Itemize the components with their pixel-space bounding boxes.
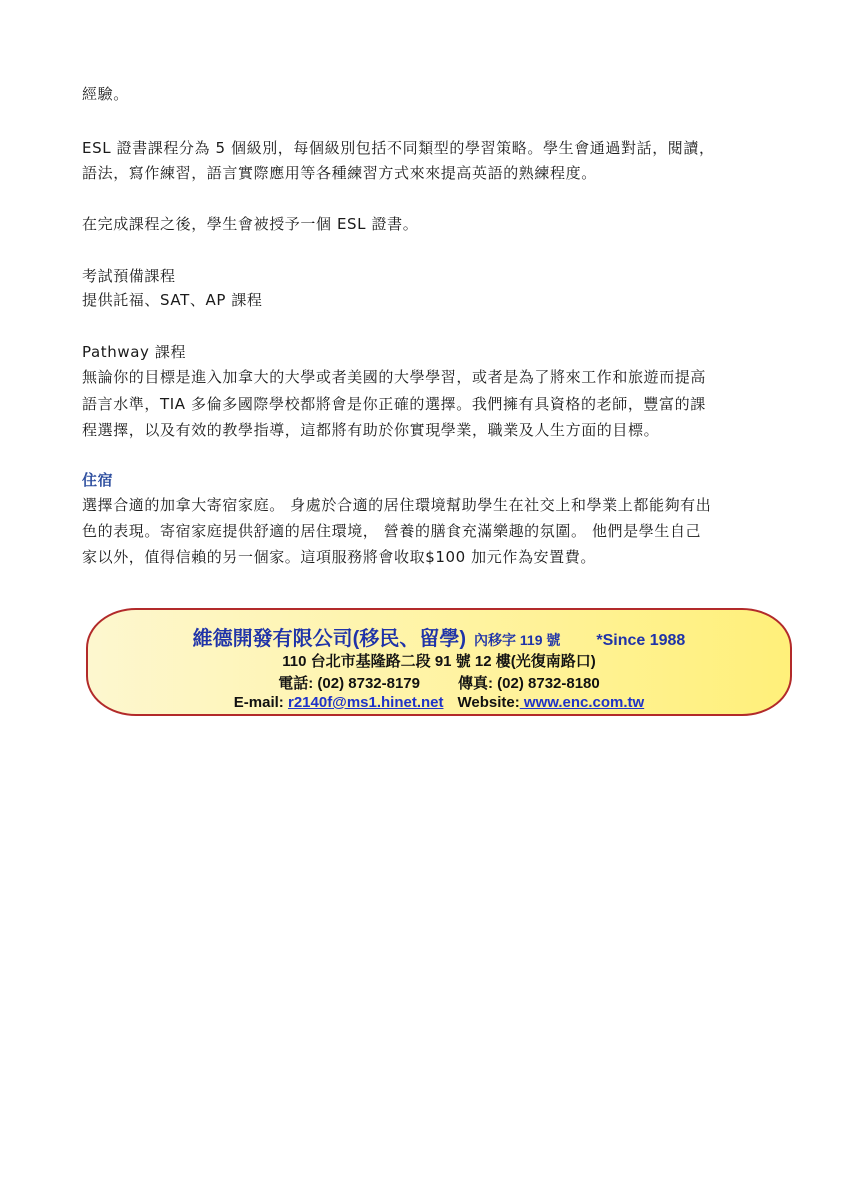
fax-number: 傳真: (02) 8732-8180 (458, 675, 600, 692)
license-number: 內移字 119 號 (474, 632, 561, 648)
exam-prep-heading: 考試預備課程 (82, 267, 176, 285)
phone-fax-row (88, 672, 790, 693)
paragraph-line: 語法，寫作練習，語言實際應用等各種練習方式來來提高英語的熟練程度。 (82, 164, 597, 182)
paragraph-line: ESL 證書課程分為 5 個級別，每個級別包括不同類型的學習策略。學生會通過對話，閱讀， (82, 139, 715, 157)
housing-heading: 住宿 (82, 471, 114, 489)
email-link[interactable]: r2140f@ms1.hinet.net (287, 694, 444, 711)
website-label: Website: (457, 694, 520, 711)
phone-number: 電話: (02) 8732-8179 (278, 675, 420, 692)
paragraph-line: 經驗。 (82, 85, 129, 103)
paragraph-line: 色的表現。寄宿家庭提供舒適的居住環境， 營養的膳食充滿樂趣的氛圍。 他們是學生自己 (82, 522, 702, 540)
paragraph-line: 在完成課程之後，學生會被授予一個 ESL 證書。 (82, 215, 419, 233)
email-label: E-mail: (233, 694, 284, 711)
website-link[interactable]: www.enc.com.tw (519, 694, 645, 711)
paragraph-line: 選擇合適的加拿大寄宿家庭。 身處於合適的居住環境幫助學生在社交上和學業上都能夠有出 (82, 496, 712, 514)
company-address: 110 台北市基隆路二段 91 號 12 樓(光復南路口) (282, 653, 596, 670)
paragraph-line: 程選擇，以及有效的教學指導，這都將有助於你實現學業，職業及人生方面的目標。 (82, 421, 660, 439)
company-name: 維德開發有限公司(移民、留學) (192, 628, 466, 650)
paragraph-line: 語言水準，TIA 多倫多國際學校都將會是你正確的選擇。我們擁有具資格的老師，豐富的課 (82, 395, 706, 413)
since-year: *Since 1988 (596, 632, 686, 649)
paragraph-line: 無論你的目標是進入加拿大的大學或者美國的大學學習，或者是為了將來工作和旅遊而提高 (82, 368, 707, 386)
email-website-row (88, 694, 790, 711)
paragraph-line: 提供託福、SAT、AP 課程 (82, 291, 263, 309)
banner-title-row (88, 622, 790, 651)
paragraph-line: 家以外，值得信賴的另一個家。這項服務將會收取$100 加元作為安置費。 (82, 548, 596, 566)
pathway-heading: Pathway 課程 (82, 343, 187, 361)
company-contact-banner (86, 608, 792, 716)
